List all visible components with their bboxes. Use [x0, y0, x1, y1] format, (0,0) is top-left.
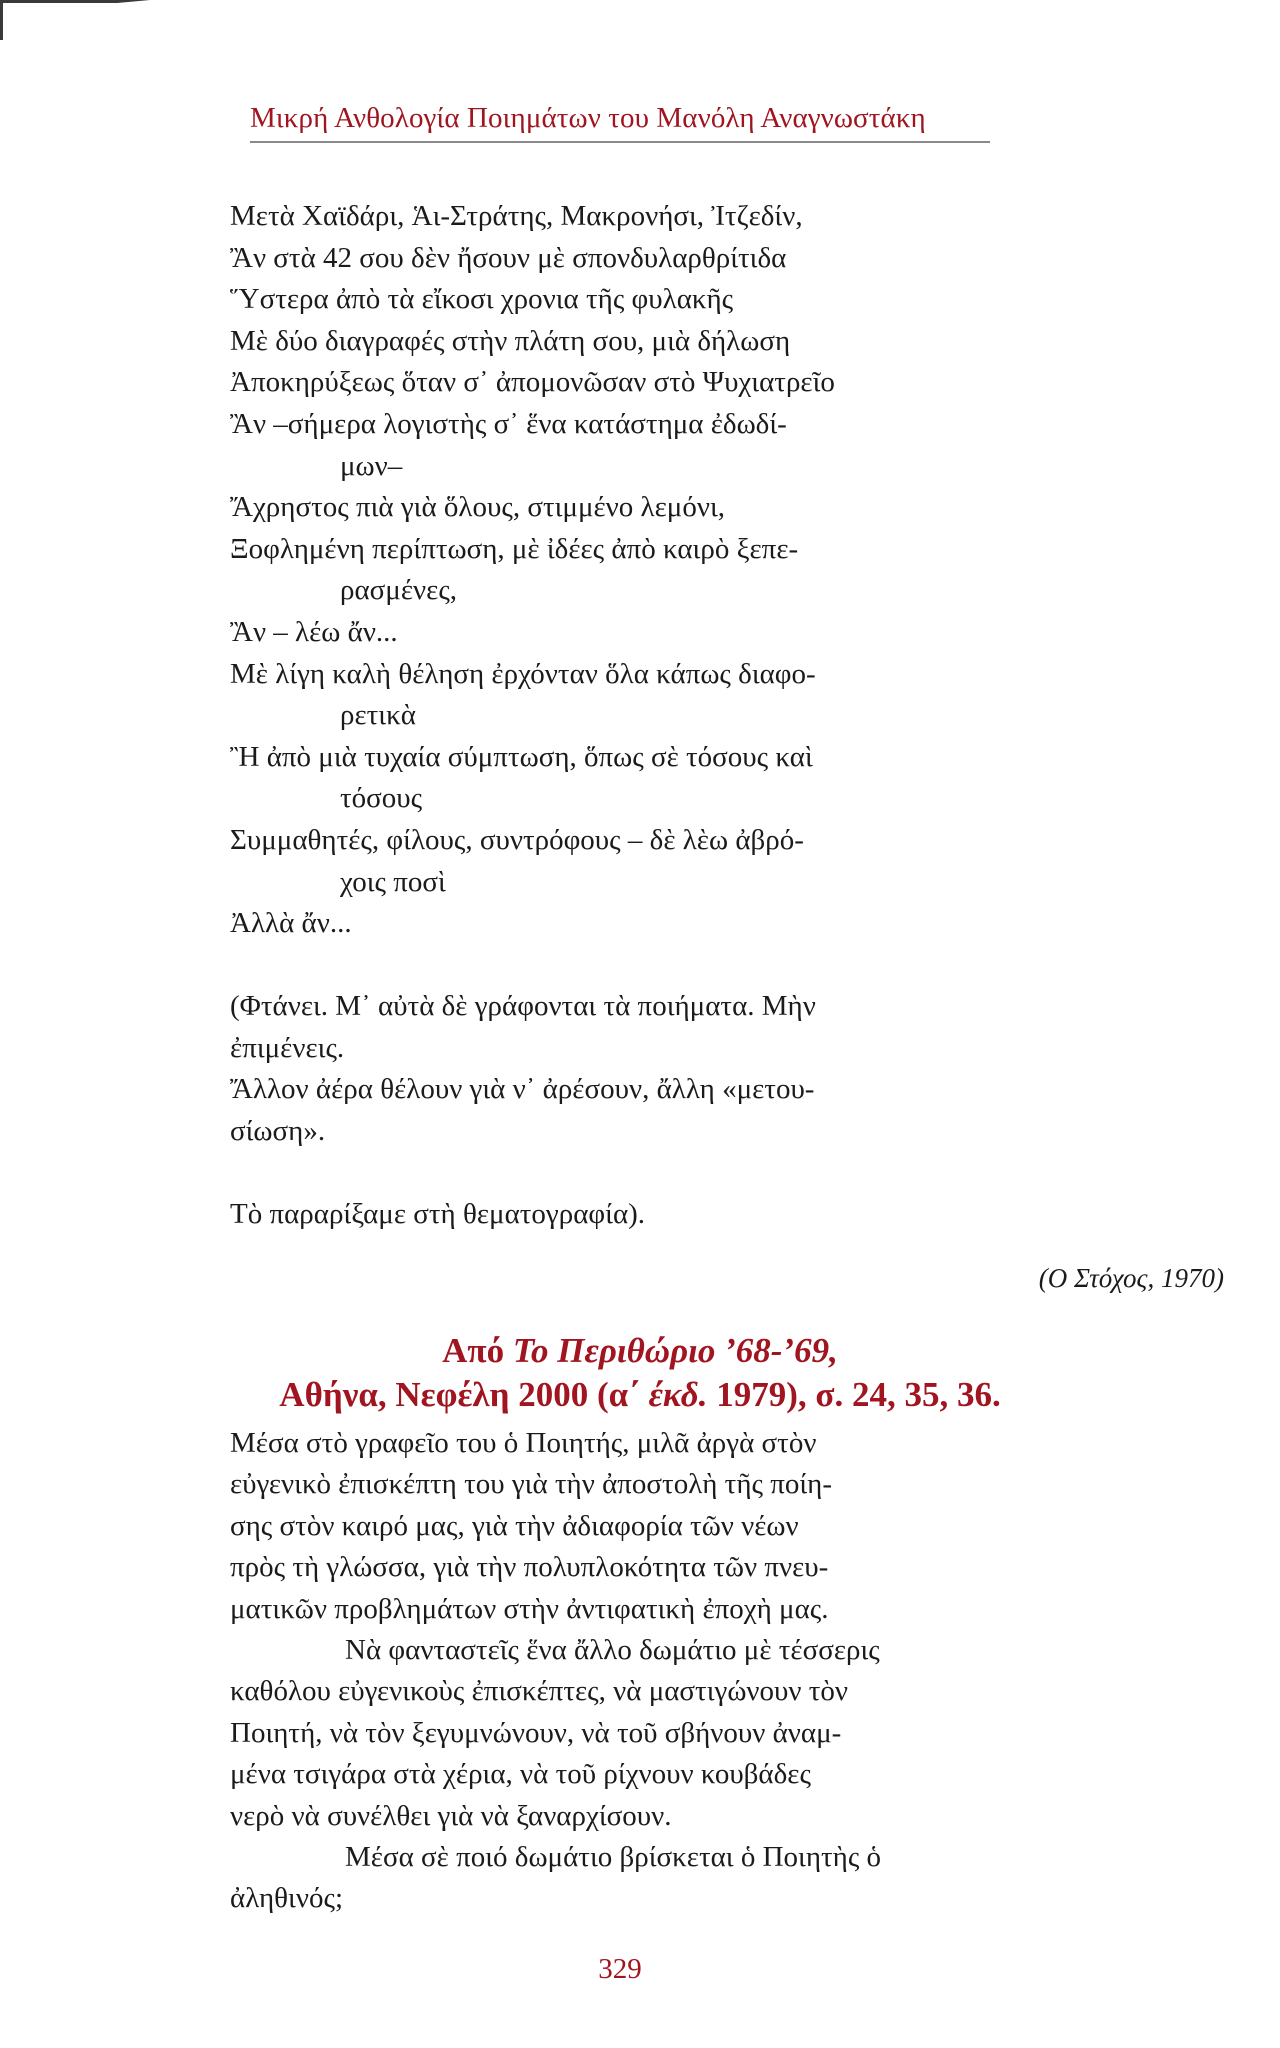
prose-line: μένα τσιγάρα στὰ χέρια, νὰ τοῦ ρίχνουν κουβάδες	[230, 1758, 811, 1791]
poem-line-continuation: τόσους	[340, 782, 423, 815]
poem-line: Ξοφλημένη περίπτωση, μὲ ἰδέες ἀπὸ καιρὸ ξεπε-	[230, 532, 799, 565]
poem-line: Ἀποκηρύξεως ὅταν σ᾿ ἀπομονῶσαν στὸ Ψυχιατρεῖο	[230, 366, 835, 399]
book-heading-publisher: Αθήνα, Νεφέλη 2000 (α΄	[279, 1375, 649, 1414]
scan-corner-mark-vertical	[0, 0, 3, 40]
source-note: (Ο Στόχος, 1970)	[1038, 1263, 1224, 1293]
book-heading-line-1	[0, 1331, 1280, 1371]
poem-line: Τὸ παραρίξαμε στὴ θεματογραφία).	[230, 1198, 646, 1231]
prose-line-indented: Μέσα σὲ ποιό δωμάτιο βρίσκεται ὁ Ποιητὴς ὁ	[345, 1840, 882, 1873]
prose-line: πρὸς τὴ γλώσσα, γιὰ τὴν πολυπλοκότητα τῶν πνευ-	[230, 1551, 829, 1584]
poem-line: Ἄλλον ἀέρα θέλουν γιὰ ν᾿ ἀρέσουν, ἄλλη «μετου-	[230, 1073, 815, 1106]
book-heading-pages: 1979), σ. 24, 35, 36.	[707, 1375, 1001, 1414]
poem	[230, 196, 1060, 1236]
poem-line: Μὲ δύο διαγραφές στὴν πλάτη σου, μιὰ δήλωση	[230, 324, 791, 357]
prose-line: εὐγενικὸ ἐπισκέπτη του γιὰ τὴν ἀποστολὴ τῆς ποίη-	[230, 1468, 832, 1501]
poem-line: (Φτάνει. Μ᾿ αὐτὰ δὲ γράφονται τὰ ποιήματα. Μὴν	[230, 990, 816, 1023]
poem-line: Ἂν στὰ 42 σου δὲν ἤσουν μὲ σπονδυλαρθρίτιδα	[230, 241, 787, 274]
prose-line-indented: Νὰ φανταστεῖς ἕνα ἄλλο δωμάτιο μὲ τέσσερις	[345, 1633, 880, 1666]
poem-line: Μὲ λίγη καλὴ θέληση ἐρχόνταν ὅλα κάπως διαφο-	[230, 657, 816, 690]
book-heading-line-2	[0, 1375, 1280, 1415]
poem-line: Ἂν –σήμερα λογιστὴς σ᾿ ἕνα κατάστημα ἐδωδί-	[230, 407, 787, 440]
book-heading-prefix: Από	[442, 1331, 513, 1370]
scan-corner-mark	[0, 0, 150, 14]
poem-line: Ἀλλὰ ἄν...	[230, 907, 352, 940]
poem-line-continuation: ρετικὰ	[340, 699, 416, 732]
prose-line: καθόλου εὐγενικοὺς ἐπισκέπτες, νὰ μαστιγώνουν τὸν	[230, 1675, 849, 1708]
poem-line: ἐπιμένεις.	[230, 1031, 345, 1064]
poem-line: Ἢ ἀπὸ μιὰ τυχαία σύμπτωση, ὅπως σὲ τόσους καὶ	[230, 740, 813, 773]
poem-line: Συμμαθητές, φίλους, συντρόφους – δὲ λὲω ἀβρό-	[230, 823, 804, 856]
running-header: Μικρή Ανθολογία Ποιημάτων του Μανόλη Αναγνωστάκη	[250, 102, 926, 134]
prose-line: Μέσα στὸ γραφεῖο του ὁ Ποιητής, μιλᾶ ἀργὰ στὸν	[230, 1427, 817, 1459]
poem-line-continuation: χοις ποσὶ	[340, 865, 446, 898]
prose-line: ματικῶν προβλημάτων στὴν ἀντιφατικὴ ἐποχὴ μας.	[230, 1592, 829, 1625]
stanza-gap	[230, 945, 1060, 987]
stanza-gap	[230, 1153, 1060, 1195]
prose-line: Ποιητή, νὰ τὸν ξεγυμνώνουν, νὰ τοῦ σβήνουν ἀναμ-	[230, 1716, 842, 1749]
prose-line: σης στὸν καιρό μας, γιὰ τὴν ἀδιαφορία τῶν νέων	[230, 1509, 799, 1542]
poem-line-continuation: μων–	[340, 449, 403, 482]
poem-line: Ἄχρηστος πιὰ γιὰ ὅλους, στιμμένο λεμόνι,	[230, 491, 725, 524]
page-number: 329	[598, 1953, 642, 1985]
poem-line: Ὕστερα ἀπὸ τὰ εἴκοσι χρονια τῆς φυλακῆς	[230, 283, 734, 316]
book-heading-edition: έκδ.	[648, 1375, 708, 1414]
poem-line: σίωση».	[230, 1115, 326, 1148]
prose-line: νερὸ νὰ συνέλθει γιὰ νὰ ξαναρχίσουν.	[230, 1799, 672, 1832]
prose-line: ἀληθινός;	[230, 1882, 344, 1915]
header-underline	[250, 141, 990, 143]
book-heading-title: Το Περιθώριο ’68-’69,	[512, 1331, 838, 1370]
poem-line: Ἂν – λέω ἄν...	[230, 615, 398, 648]
poem-line-continuation: ρασμένες,	[340, 574, 458, 607]
prose-passage	[230, 1423, 1060, 1920]
poem-line: Μετὰ Χαϊδάρι, Ἁι-Στράτης, Μακρονήσι, Ἰτζεδίν,	[230, 200, 803, 232]
